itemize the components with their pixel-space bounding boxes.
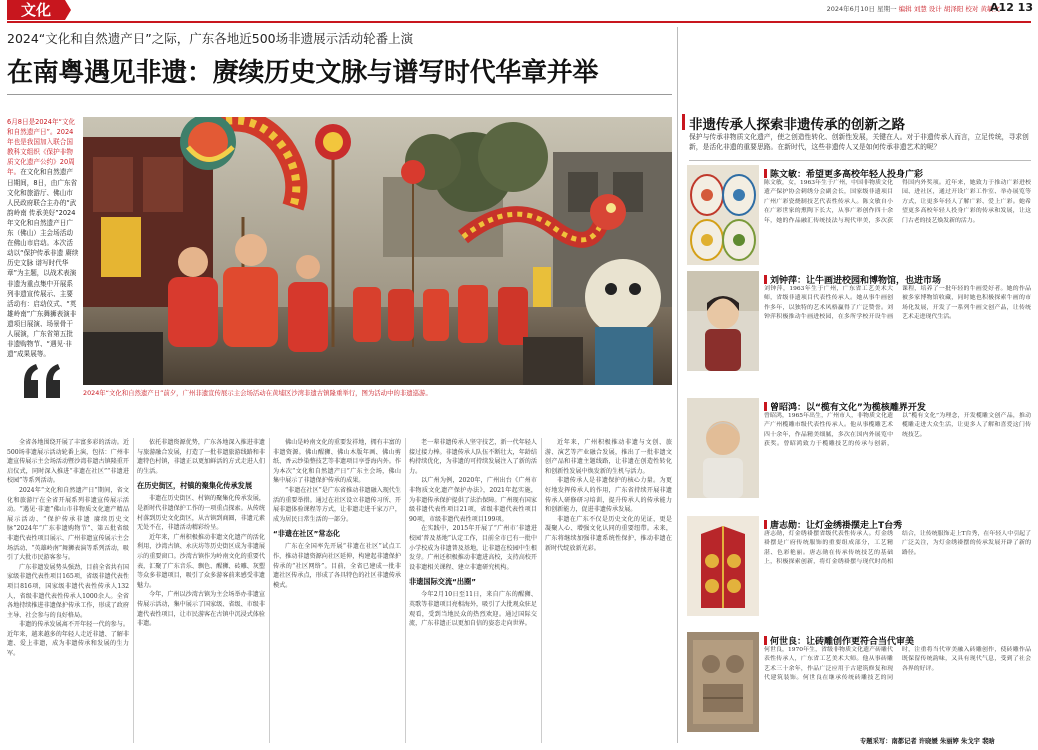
subheadline: 2024“文化和自然遗产日”之际，广东各地近500场非遗展示活动轮番上演 bbox=[7, 31, 414, 46]
header-info bbox=[827, 4, 1000, 13]
lead-paragraph bbox=[7, 117, 79, 359]
column-divider bbox=[269, 438, 270, 743]
person-name: 陈文敏：希望更多高校年轻人投身广彩 bbox=[764, 167, 923, 180]
portrait-photo bbox=[687, 516, 759, 616]
person-text: 何世良，1970年生，省级非物质文化遗产砖雕代表性传承人，广东省工艺美术大师。他从事砖雕艺术三十余年，作品广泛应用于古建筑修复和现代建筑装饰。何世良在继承传统砖雕技艺的同时，注重将当代审美融入砖雕创作，使砖雕作品既保留传统韵味，又具有现代气息，受到了社会各界的好评。 bbox=[764, 647, 1031, 682]
paragraph: 非遗在广东不仅是历史文化的见证，更是凝聚人心、增强文化认同的重要纽带。未来，广东将继续加强非遗系统性保护，推动非遗在新时代绽放新光彩。 bbox=[545, 515, 672, 552]
headline: 在南粤遇见非遗：赓续历史文脉与谱写时代华章并举 bbox=[7, 58, 599, 88]
paragraph: 全省各地围绕开展了丰富多彩的活动。近500场非遗展示活动轮番上演，包括：广州非遗宣传展示主会场活动暨沙湾非遗古镇隆重开启仪式，同时深入推进“非遗在社区”“非遗进校园”等系列活动。 bbox=[7, 439, 129, 485]
paragraph: 依托非遗资源优势，广东各地深入推进非遗与旅游融合发展，打造了一批非遗旅游线路和非遗特色村镇，非遗正以更加鲜活的方式走进人们的生活。 bbox=[137, 439, 265, 475]
person-name: 唐志勋：让灯金绣褂摆走上T台秀 bbox=[764, 518, 902, 531]
woman-portrait-illustration bbox=[687, 271, 759, 371]
body-column-1 bbox=[7, 438, 129, 743]
paragraph: 非遗在历史街区、村镇的聚集化传承发展，是新时代非遗保护工作的一项重点探索。从传统村落到历史文化街区，从古镇到商圈，非遗元素无处不在，非遗活动精彩纷呈。 bbox=[137, 495, 265, 532]
section-subhead: “非遗在社区”常态化 bbox=[273, 529, 340, 539]
portrait-photo bbox=[687, 398, 759, 498]
paragraph: 以广州为例，2020年，广州出台《广州市非物质文化遗产保护办法》，2021年起实施，为非遗传承保护提供了法治保障。广州现有国家级非遗代表性项目21项，省级非遗代表性项目90项，市级非遗代表性项目199项。 bbox=[409, 477, 537, 523]
sidebar-title: 非遗传承人探索非遗传承的创新之路 bbox=[689, 117, 905, 133]
section-subhead: 非遗国际交流“出圈” bbox=[409, 577, 476, 587]
paragraph: 老一辈非遗传承人坚守技艺，新一代年轻人接过接力棒。非遗传承人队伍不断壮大，年龄结构持续优化，为非遗的可持续发展注入了新的活力。 bbox=[409, 439, 537, 475]
portrait-photo bbox=[687, 271, 759, 371]
paragraph: 近年来，广州积极推动非遗与文创、旅游、演艺等产业融合发展，推出了一批非遗文创产品和非遗主题线路，让非遗在创造性转化和创新性发展中焕发新的生机与活力。 bbox=[545, 439, 672, 475]
date-line: 2024年6月10日 星期一 bbox=[826, 5, 897, 13]
byline: 专题采写：南都记者 许晓媛 朱丽婷 朱戈宇 裴晗 bbox=[860, 738, 995, 745]
sidebar-intro: 保护与传承非物质文化遗产，使之创造性转化、创新性发展，关键在人。对于非遗传承人而言，立足传统，寻求创新，是活化非遗的重要思路。在新时代，这些非遗传人又是如何传承非遗艺术的呢？ bbox=[689, 133, 1029, 152]
paragraph: 今年2月10日至11日，来自广东的醒狮、英歌等非遗项目亮相海外，吸引了大批观众驻足观看，受到当地民众的热烈欢迎。通过国际交流，广东非遗正以更加自信的姿态走向世界。 bbox=[409, 591, 537, 628]
portrait-photo bbox=[687, 632, 759, 732]
embroidered-garment-illustration bbox=[687, 516, 759, 616]
body-column-2 bbox=[137, 438, 265, 743]
paragraph: 今年，广州以沙湾古镇为主会场举办非遗宣传展示活动，集中展示了国家级、省级、市级非遗代表性项目，让市民游客在古镇中沉浸式体验非遗。 bbox=[137, 591, 265, 628]
header-rule bbox=[7, 21, 1031, 23]
person-name: 曾昭鸿：以“榄有文化”为榄核雕界开发 bbox=[764, 400, 926, 413]
paragraph: 佛山是岭南文化的重要发祥地，拥有丰富的非遗资源。佛山醒狮、佛山木版年画、佛山剪纸、香云纱染整技艺等非遗项目享誉海内外。作为本次“文化和自然遗产日”广东主会场，佛山集中展示了非遗保护传承的成果。 bbox=[273, 439, 401, 485]
column-divider bbox=[133, 438, 134, 743]
person-text: 曾昭鸿，1965年出生，广州市人，非物质文化遗产广州榄雕市级代表性传承人。他从事榄雕艺术四十余年，作品精美细腻，多次在国内外展览中获奖。曾昭鸿致力于榄雕技艺的传承与创新，以“榄有文化”为理念，开发榄雕文创产品，推动榄雕走进大众生活，让更多人了解和喜爱这门传统技艺。 bbox=[764, 413, 1031, 448]
portrait-photo bbox=[687, 165, 759, 265]
body-column-4 bbox=[409, 438, 537, 743]
paragraph: “非遗在社区”是广东省推动非遗融入现代生活的重要举措。通过在社区设立非遗传习所、开展非遗体验课程等方式，让非遗走进千家万户，成为居民日常生活的一部分。 bbox=[273, 486, 401, 523]
person-text: 刘钟萍，1963年生于广州，广东省工艺美术大师，省级非遗项目代表性传承人。她从事牛画创作多年，以独特的艺术风格赢得了广泛赞誉。刘钟萍积极推动牛画进校园，在多所学校开设牛画课程，培养了一批年轻的牛画爱好者。她的作品被多家博物馆收藏，同时她也积极探索牛画的市场化发展，开发了一系列牛画文创产品，让传统艺术走进现代生活。 bbox=[764, 286, 1031, 321]
page-code: A12 13 bbox=[990, 1, 1033, 14]
paragraph: 在实践中，2015年开展了“广州市‘非遗进校园’普及基地”认定工作，目前全市已有一批中小学校成为非遗普及基地，让非遗在校园中生根发芽。广州还积极推动非遗进高校，支持高校开设非遗相关课程、建立非遗研究机构。 bbox=[409, 525, 537, 571]
body-column-3 bbox=[273, 438, 401, 743]
title-accent-bar bbox=[682, 114, 685, 130]
artwork-photo-illustration bbox=[687, 165, 759, 265]
lead-highlight: 6月8日是2024年“文化和自然遗产日”。2024年也是我国加入联合国教科文组织《保护非物质文化遗产公约》20周年。 bbox=[7, 118, 76, 177]
paragraph: 广东非遗发展势头强劲，目前全省共有国家级非遗代表性项目165项，省级非遗代表性项目816项，国家级非遗代表性传承人132人，省级非遗代表性传承人1000余人。全省各地持续推进非遗保护传承工作，形成了政府主导、社会参与的良好格局。 bbox=[7, 563, 129, 619]
editors-line: 编辑 刘慧 设计 胡泽阳 校对 黄敏文 bbox=[898, 5, 1000, 13]
paragraph: 2024年“文化和自然遗产日”期间，省文化和旅游厅在全省开展系列非遗宣传展示活动。“遇见·非遗”佛山市非物质文化遗产精品展示活动、“保护传承非遗 赓续历史文脉”2024年“广东非遗购物节”、第五批省级非遗代表性项目展示、广州非遗宣传展示主会场活动、“英雄岭南”舞狮表演等系列活动，吸引了大批市民游客参与。 bbox=[7, 486, 129, 562]
man-portrait-illustration bbox=[687, 398, 759, 498]
column-divider bbox=[405, 438, 406, 743]
brick-carving-illustration bbox=[687, 632, 759, 732]
lead-text: 在文化和自然遗产日期间，8日，由广东省文化和旅游厅、佛山市人民政府联合主办的“武韵岭南 传承美好”2024年文化和自然遗产日广东（佛山）主会场活动在佛山市启动。本次活动以“保护传承非遗 赓续历史文脉 谱写时代华章”为主题，以战术表演非遗为重点集中开展系列非遗宣传展示、主要活动有：启动仪式、“英雄岭南”广东舞狮表演非遗项目展演、场景骨干人展演，广东省第五批非遗购物节、“遇见·非遗”成果展等。 bbox=[7, 168, 79, 359]
parade-photo-illustration bbox=[83, 117, 672, 385]
sidebar-rule bbox=[689, 160, 1031, 161]
page-header bbox=[0, 0, 1038, 22]
person-text: 唐志勋，灯金绣褂摆省级代表性传承人。灯金绣褂摆是广府传统服饰的重要组成部分，工艺精湛、色彩艳丽。唐志勋在传承传统技艺的基础上，积极探索创新，将灯金绣褂摆与现代时尚相结合，让传统服饰走上T台秀，在年轻人中引起了广泛关注，为灯金绣褂摆的传承发展开辟了新的路径。 bbox=[764, 531, 1031, 566]
parade-photo bbox=[83, 117, 672, 385]
paragraph: 广东在全国率先开展“非遗在社区”试点工作，推动非遗资源向社区延伸，构建起非遗保护传承的“社区网络”。目前，全省已建成一批非遗社区传承点，形成了各具特色的社区非遗传承模式。 bbox=[273, 543, 401, 589]
paragraph: 非遗传承人是非遗保护的核心力量。为更好地发挥传承人的作用，广东省持续开展非遗传承人研修研习培训，提升传承人的传承能力和创新能力，促进非遗传承发展。 bbox=[545, 477, 672, 514]
photo-caption: 2024年“文化和自然遗产日”前夕，广州非遗宣传展示主会场活动在黄埔区沙湾非遗古镇隆重举行，图为活动中的非遗巡游。 bbox=[83, 389, 432, 397]
section-tag: 文化 bbox=[7, 0, 65, 20]
person-name: 何世良：让砖雕创作更符合当代审美 bbox=[764, 634, 914, 647]
person-name: 刘钟萍：让牛画进校园和博物馆，也进市场 bbox=[764, 273, 941, 286]
paragraph: 非遗的传承发展离不开年轻一代的参与。近年来，越来越多的年轻人走近非遗、了解非遗、爱上非遗，成为非遗传承和发展的生力军。 bbox=[7, 621, 129, 658]
body-column-5 bbox=[545, 438, 672, 743]
section-subhead: 在历史街区，村镇的聚集化传承发展 bbox=[137, 481, 253, 491]
column-divider bbox=[541, 438, 542, 743]
person-text: 陈文敏，女，1963年生于广州，中国非物质文化遗产保护协会刺绣分会副会长，国家级非遗项目广州广彩瓷烧制技艺代表性传承人。陈文敏自小在广彩世家的熏陶下长大，从事广彩创作四十余年，她的作品融汇传统技法与现代审美，多次获得国内外奖项。近年来，她致力于推动广彩进校园、进社区，通过开设广彩工作室、举办展览等方式，让更多年轻人了解广彩、爱上广彩。她希望更多高校年轻人投身广彩的传承和发展，让这门古老的技艺焕发新的活力。 bbox=[764, 180, 1031, 224]
headline-rule bbox=[7, 94, 672, 95]
paragraph: 近年来，广州积极推动非遗文化遗产的活化利用，沙湾古镇、永庆坊等历史街区成为非遗展示的重要窗口。沙湾古镇作为岭南文化的重要代表，汇聚了广东音乐、飘色、醒狮、砖雕、灰塑等众多非遗项目，吸引了众多游客前来感受非遗魅力。 bbox=[137, 533, 265, 589]
page-divider bbox=[677, 27, 678, 743]
quote-mark-icon bbox=[22, 360, 72, 400]
